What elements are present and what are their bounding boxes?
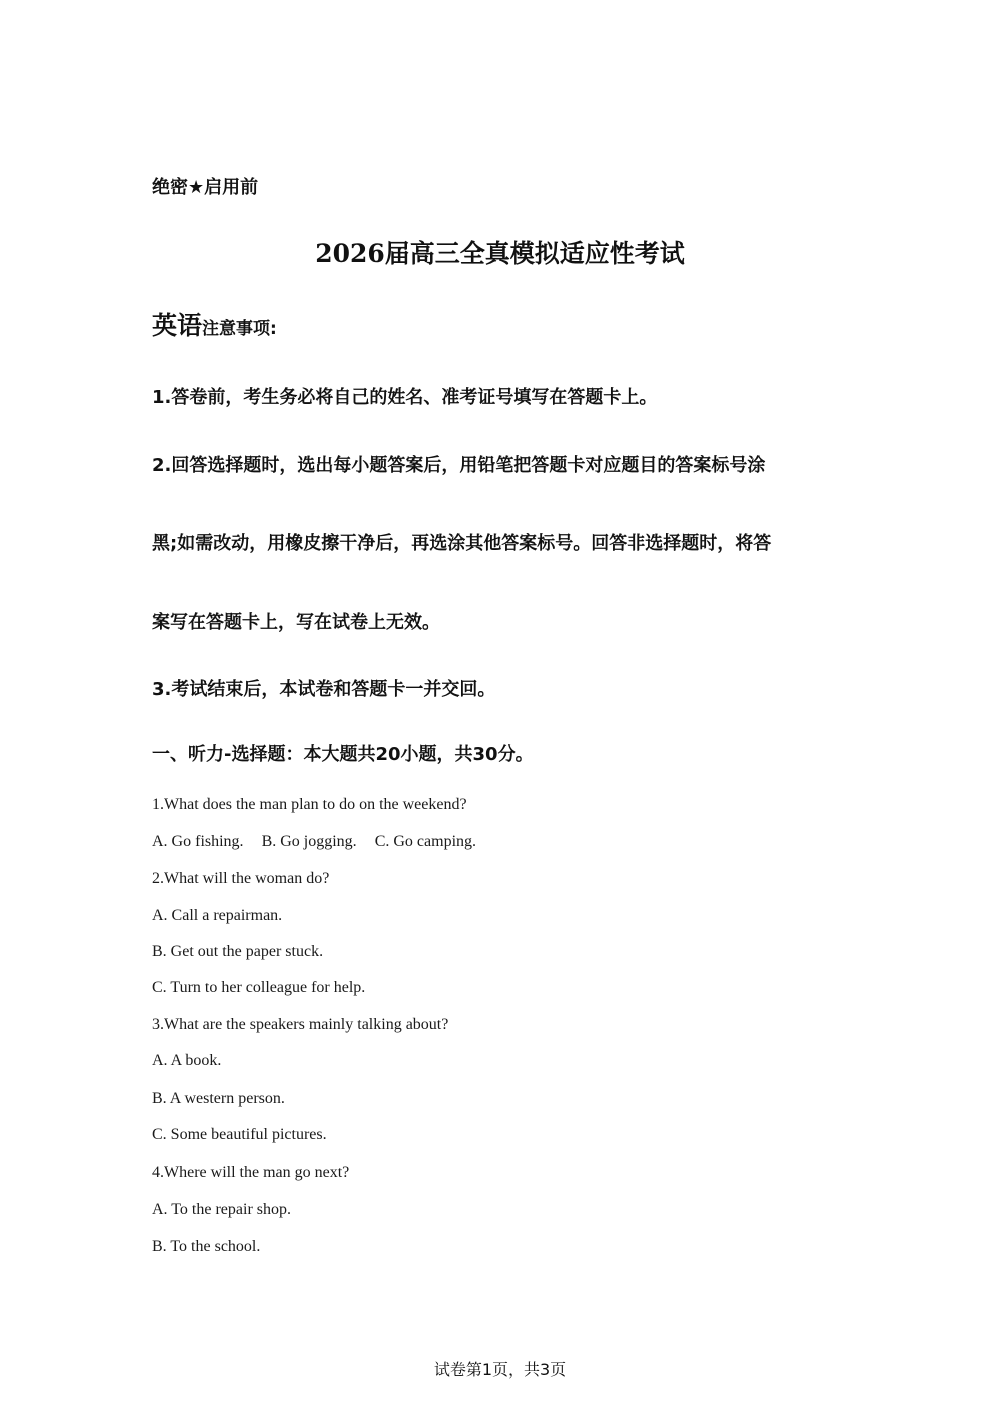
- question-4-option-b: B. To the school.: [152, 1238, 261, 1255]
- notice-item-2-end: 案写在答题卡上，写在试卷上无效。: [152, 612, 440, 633]
- question-3-option-c: C. Some beautiful pictures.: [152, 1126, 327, 1143]
- subject-line: [152, 306, 277, 342]
- question-2-stem: 2.What will the woman do?: [152, 870, 330, 887]
- page-footer: 试卷第1页，共3页: [433, 1360, 567, 1379]
- question-2-option-b: B. Get out the paper stuck.: [152, 943, 324, 960]
- subject-label: 英语: [152, 311, 203, 340]
- section-heading: 一、听力-选择题：本大题共20小题，共30分。: [152, 744, 534, 765]
- question-4-option-a: A. To the repair shop.: [152, 1201, 291, 1218]
- notice-item-1: 1.答卷前，考生务必将自己的姓名、准考证号填写在答题卡上。: [152, 387, 658, 408]
- notice-item-2: 2.回答选择题时，选出每小题答案后，用铅笔把答题卡对应题目的答案标号涂: [152, 455, 766, 476]
- question-1-options: [152, 833, 494, 851]
- question-3-stem: 3.What are the speakers mainly talking about?: [152, 1016, 449, 1033]
- notice-item-3: 3.考试结束后，本试卷和答题卡一并交回。: [152, 679, 496, 700]
- notice-item-2-cont: 黑;如需改动，用橡皮擦干净后，再选涂其他答案标号。回答非选择题时，将答: [152, 533, 772, 554]
- question-1-option-a: A. Go fishing.: [152, 833, 244, 850]
- exam-title: 2026届高三全真模拟适应性考试: [315, 239, 685, 268]
- question-1-stem: 1.What does the man plan to do on the weekend?: [152, 796, 467, 813]
- question-2-option-a: A. Call a repairman.: [152, 907, 283, 924]
- question-2-option-c: C. Turn to her colleague for help.: [152, 979, 366, 996]
- question-1-option-c: C. Go camping.: [374, 833, 477, 850]
- notice-heading: 注意事项:: [202, 319, 277, 339]
- question-3-option-b: B. A western person.: [152, 1090, 285, 1107]
- confidential-mark: 绝密★启用前: [152, 177, 259, 198]
- question-3-option-a: A. A book.: [152, 1052, 222, 1069]
- question-1-option-b: B. Go jogging.: [261, 833, 357, 850]
- question-4-stem: 4.Where will the man go next?: [152, 1164, 350, 1181]
